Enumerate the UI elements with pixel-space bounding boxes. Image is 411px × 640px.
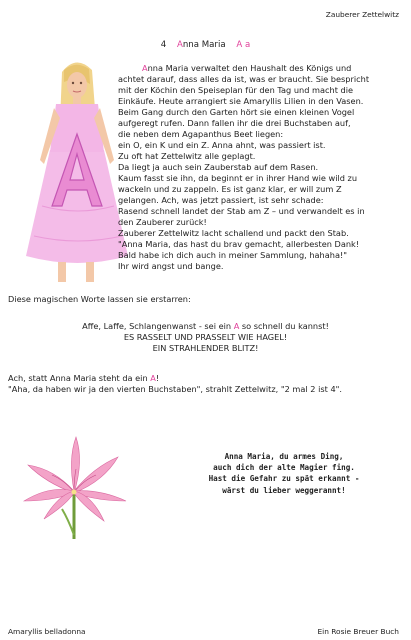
page-title xyxy=(0,40,411,51)
body-line: Ihr wird angst und bange. xyxy=(118,261,224,271)
body-line: Kaum fasst sie ihn, da beginnt er in ihrer Hand wie wild zu xyxy=(118,173,358,183)
footer-right: Ein Rosie Breuer Buch xyxy=(317,627,399,636)
spell-line-2: ES RASSELT UND PRASSELT WIE HAGEL! xyxy=(123,332,288,342)
magic-spell xyxy=(0,321,411,354)
body-line: die neben dem Agapanthus Beet liegen: xyxy=(118,129,284,139)
ending-letter: A xyxy=(150,373,156,383)
body-line: Einkäufe. Heute arrangiert sie Amaryllis Lilien in den Vasen. xyxy=(118,96,364,106)
spell-text: so schnell du kannst! xyxy=(239,321,329,331)
body-line: ein O, ein K und ein Z. Anna ahnt, was passiert ist. xyxy=(118,140,326,150)
title-big-letter: A xyxy=(236,40,243,50)
outcome-line: Diese magischen Worte lassen sie erstarren: xyxy=(8,294,191,304)
ending xyxy=(8,373,408,395)
body-line: aufgeregt rufen. Dann fallen ihr die drei Buchstaben auf, xyxy=(118,118,351,128)
poem-line: Hast die Gefahr zu spät erkannt - xyxy=(208,474,360,484)
body-line: "Anna Maria, das hast du brav gemacht, allerbesten Dank! xyxy=(118,239,360,249)
closing-poem xyxy=(186,451,382,496)
spell-text: Affe, Laffe, Schlangenwanst - sei ein xyxy=(82,321,234,331)
lead-rest: nna Maria verwaltet den Haushalt des Königs und xyxy=(147,63,352,73)
body-line: Da liegt ja auch sein Zauberstab auf dem Rasen. xyxy=(118,162,319,172)
lead-line xyxy=(118,63,408,74)
body-line: Zu oft hat Zettelwitz alle geplagt. xyxy=(118,151,256,161)
body-line: den Zauberer zurück! xyxy=(118,217,207,227)
spell-letter: A xyxy=(233,321,240,331)
amaryllis-illustration xyxy=(14,435,134,540)
body-initial: A xyxy=(142,63,148,73)
body-line: achtet darauf, dass alles da ist, was er braucht. Sie bespricht xyxy=(118,74,370,84)
ending-text: Ach, statt Anna Maria steht da ein xyxy=(8,373,151,383)
body-line: Rasend schnell landet der Stab am Z – und verwandelt es in xyxy=(118,206,365,216)
ending-line-2: "Aha, da haben wir ja den vierten Buchstaben", strahlt Zettelwitz, "2 mal 2 ist 4". xyxy=(8,384,343,394)
poem-line: Anna Maria, du armes Ding, xyxy=(224,452,344,461)
header-right: Zauberer Zettelwitz xyxy=(325,10,399,19)
ending-line-1 xyxy=(8,373,408,384)
body-line: Beim Gang durch den Garten hört sie einen kleinen Vogel xyxy=(118,107,355,117)
title-name-rest: nna Maria xyxy=(182,40,226,50)
poem-line: auch dich der alte Magier fing. xyxy=(213,463,355,473)
body-line: mit der Köchin den Speiseplan für den Tag und macht die xyxy=(118,85,354,95)
spell-line-3: EIN STRAHLENDER BLITZ! xyxy=(152,343,259,353)
body-line: gelangen. Ach, was jetzt passiert, ist sehr schade: xyxy=(118,195,324,205)
body-line: wackeln und zu zappeln. Es ist ganz klar, er will zum Z xyxy=(118,184,342,194)
poem-line: wärst du lieber weggerannt! xyxy=(222,485,346,495)
spell-line-1 xyxy=(0,321,411,332)
body-line: Bald habe ich dich auch in meiner Sammlung, hahaha!" xyxy=(118,250,348,260)
title-small-letter: a xyxy=(244,40,251,50)
ending-text: ! xyxy=(155,373,160,383)
title-initial: A xyxy=(176,40,183,50)
body-line: Zauberer Zettelwitz lacht schallend und packt den Stab. xyxy=(118,228,349,238)
anna-maria-illustration xyxy=(22,56,132,288)
chapter-number: 4 xyxy=(160,40,167,50)
story-body xyxy=(118,63,408,272)
footer-left: Amaryllis belladonna xyxy=(8,627,86,636)
